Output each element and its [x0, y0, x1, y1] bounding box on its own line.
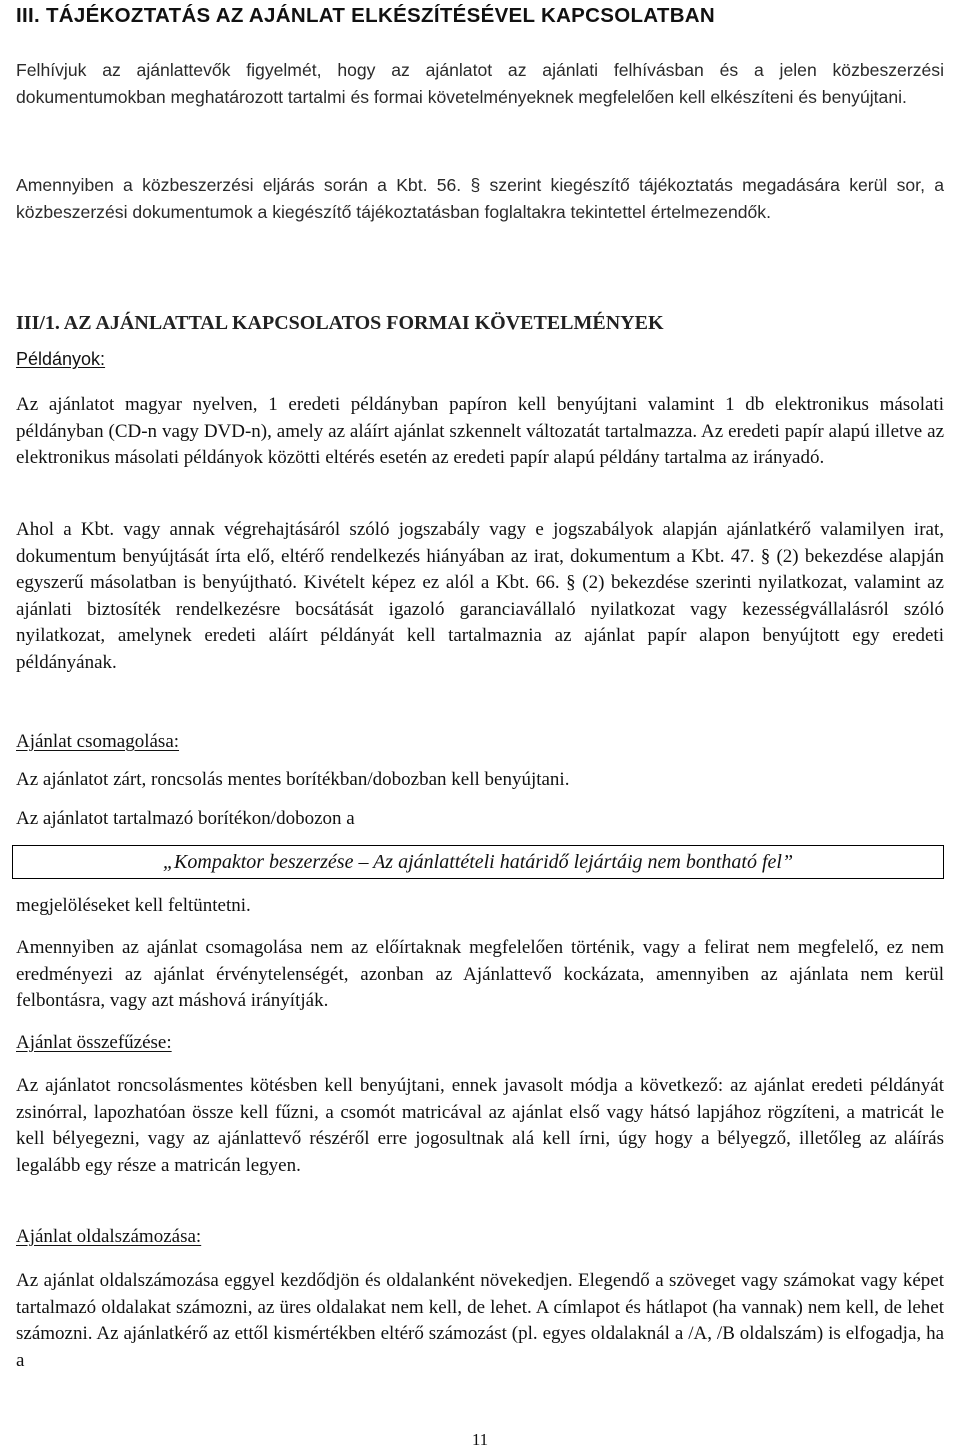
packaging-paragraph: Amennyiben az ajánlat csomagolása nem az előírtaknak megfelelően történik, vagy a felirat nem megfelelő, ez nem eredményezi az ajánlat érvénytelenségét, azonban az Ajánlattevő kockázata, amennyiben az ajánlata nem kerül felbontásra, vagy azt máshová irányítják.	[16, 937, 944, 1012]
packaging-line-1: Az ajánlatot zárt, roncsolás mentes borítékban/dobozban kell benyújtani.	[16, 769, 570, 790]
packaging-line-3: megjelöléseket kell feltüntetni.	[16, 895, 251, 916]
copies-label: Példányok:	[16, 349, 106, 369]
section-heading: III/1. AZ AJÁNLATTAL KAPCSOLATOS FORMAI KÖVETELMÉNYEK	[16, 312, 664, 334]
packaging-label: Ajánlat csomagolása:	[16, 731, 180, 752]
intro-paragraph-1: Felhívjuk az ajánlattevők figyelmét, hogy az ajánlatot az ajánlati felhívásban és a jelen közbeszerzési dokumentumokban meghatározott tartalmi és formai követelményeknek megfelelően kell elkészíteni és benyújtani.	[16, 60, 944, 107]
label-box-text: „Kompaktor beszerzése – Az ajánlattételi határidő lejártáig nem bontható fel”	[162, 850, 794, 873]
binding-paragraph: Az ajánlatot roncsolásmentes kötésben kell benyújtani, ennek javasolt módja a következő: az ajánlat eredeti példányát zsinórral, lapozhatóan össze kell fűzni, a csomót matricával az ajánlat első vagy hátsó lapjához rögzíteni, a matricát le kell bélyegezni, vagy az ajánlattevő részéről erre jogosultnak alá kell írni, úgy hogy a bélyegző, illetőleg az aláírás legalább egy része a matricán legyen.	[16, 1075, 944, 1176]
copies-paragraph-1: Az ajánlatot magyar nyelven, 1 eredeti példányban papíron kell benyújtani valamint 1 db elektronikus másolati példányban (CD-n vagy DVD-n), amely az aláírt ajánlat szkennelt változatát tartalmazza. Az eredeti papír alapú illetve az elektronikus másolati példányok közötti eltérés esetén az eredeti papír alapú példány tartalma az irányadó.	[16, 394, 944, 469]
numbering-label: Ajánlat oldalszámozása:	[16, 1226, 202, 1247]
label-box	[12, 845, 944, 879]
page-number: 11	[471, 1430, 489, 1449]
packaging-line-2: Az ajánlatot tartalmazó borítékon/dobozon a	[16, 808, 355, 829]
copies-paragraph-2: Ahol a Kbt. vagy annak végrehajtásáról szóló jogszabály vagy e jogszabályok alapján ajánlatkérő valamilyen irat, dokumentum benyújtását írta elő, eltérő rendelkezés hiányában az irat, dokumentum a Kbt. 47. § (2) bekezdése alapján egyszerű másolatban is benyújtható. Kivételt képez ez alól a Kbt. 66. § (2) bekezdése szerinti nyilatkozat, valamint az ajánlati biztosíték rendelkezésre bocsátását igazoló garanciavállaló nyilatkozat vagy kezességvállalásról szóló nyilatkozat, amelynek eredeti aláírt példányát kell tartalmaznia az ajánlat papír alapon benyújtott egy eredeti példányának.	[16, 519, 944, 673]
numbering-paragraph: Az ajánlat oldalszámozása eggyel kezdődjön és oldalanként növekedjen. Elegendő a szöveget vagy számokat vagy képet tartalmazó oldalakat számozni, az üres oldalakat nem kell, de lehet. A címlapot és hátlapot (ha vannak) nem kell, de lehet számozni. Az ajánlatkérő az ettől kismértékben eltérő számozást (pl. egyes oldalaknál a /A, /B oldalszám) is elfogadja, ha a	[16, 1270, 944, 1371]
intro-paragraph-2: Amennyiben a közbeszerzési eljárás során a Kbt. 56. § szerint kiegészítő tájékoztatás megadására kerül sor, a közbeszerzési dokumentumok a kiegészítő tájékoztatásban foglaltakra tekintettel értelmezendők.	[16, 175, 944, 222]
main-heading: III. TÁJÉKOZTATÁS AZ AJÁNLAT ELKÉSZÍTÉSÉVEL KAPCSOLATBAN	[16, 4, 716, 27]
binding-label: Ajánlat összefűzése:	[16, 1032, 172, 1053]
